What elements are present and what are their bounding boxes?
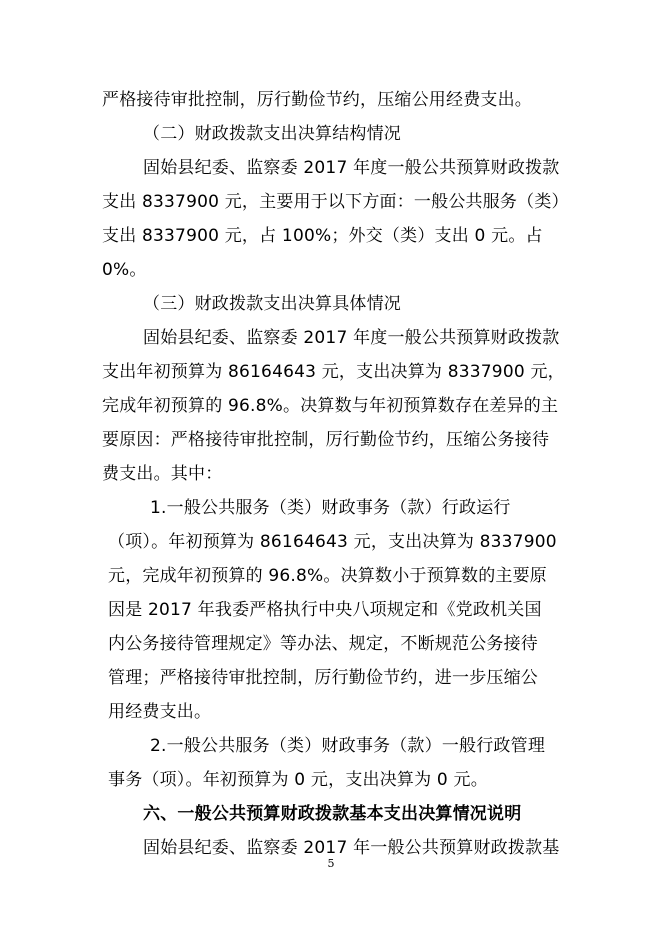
- list-item-1-line-7: 用经费支出。: [108, 702, 212, 722]
- list-item-1-line-5: 内公务接待管理规定》等办法、规定，不断规范公务接待: [108, 634, 538, 654]
- paragraph-line-4: 支出 8337900 元，主要用于以下方面：一般公共服务（类）: [102, 192, 569, 212]
- list-item-2-line-1: 2.一般公共服务（类）财政事务（款）一般行政管理: [150, 736, 546, 756]
- paragraph-line-10: 完成年初预算的 96.8%。决算数与年初预算数存在差异的主: [102, 396, 559, 416]
- paragraph-line-1: 严格接待审批控制，厉行勤俭节约，压缩公用经费支出。: [102, 90, 532, 110]
- list-item-1-line-1: 1.一般公共服务（类）财政事务（款）行政运行: [150, 498, 511, 518]
- list-item-1-line-2: （项）。年初预算为 86164643 元，支出决算为 8337900: [108, 532, 557, 552]
- paragraph-line-11: 要原因：严格接待审批控制，厉行勤俭节约，压缩公务接待: [102, 430, 550, 450]
- paragraph-line-5: 支出 8337900 元，占 100%；外交（类）支出 0 元。占: [102, 226, 543, 246]
- section-heading-6: 六、一般公共预算财政拨款基本支出决算情况说明: [143, 804, 522, 824]
- paragraph-line-9: 支出年初预算为 86164643 元，支出决算为 8337900 元，: [102, 362, 565, 382]
- paragraph-line-12: 费支出。其中：: [102, 464, 223, 484]
- section-heading-2: （二）财政拨款支出决算结构情况: [143, 124, 401, 144]
- page-number: 5: [327, 857, 335, 870]
- list-item-1-line-6: 管理；严格接待审批控制，厉行勤俭节约，进一步压缩公: [108, 668, 538, 688]
- list-item-1-line-4: 因是 2017 年我委严格执行中央八项规定和《党政机关国: [108, 600, 542, 620]
- paragraph-line-6: 0%。: [102, 260, 147, 280]
- paragraph-line-8: 固始县纪委、监察委 2017 年度一般公共预算财政拨款: [143, 328, 560, 348]
- paragraph-line-last: 固始县纪委、监察委 2017 年一般公共预算财政拨款基: [143, 838, 560, 858]
- section-heading-3: （三）财政拨款支出决算具体情况: [143, 294, 401, 314]
- paragraph-line-3: 固始县纪委、监察委 2017 年度一般公共预算财政拨款: [143, 158, 560, 178]
- list-item-2-line-2: 事务（项）。年初预算为 0 元，支出决算为 0 元。: [108, 770, 488, 790]
- list-item-1-line-3: 元，完成年初预算的 96.8%。决算数小于预算数的主要原: [108, 566, 548, 586]
